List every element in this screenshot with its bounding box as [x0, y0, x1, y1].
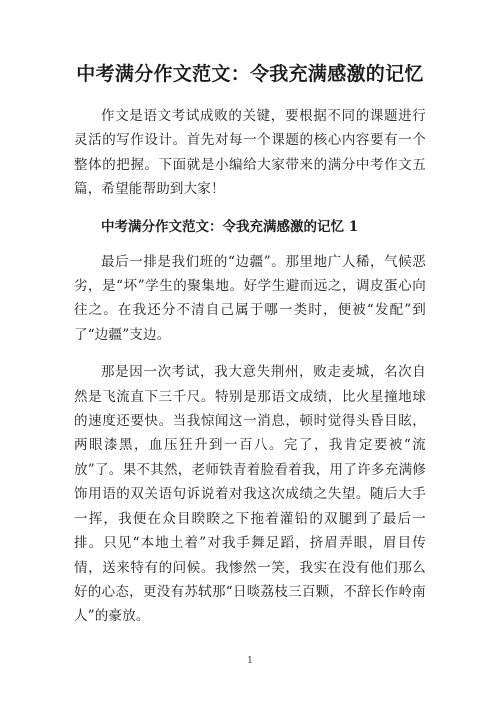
document-body — [74, 104, 426, 629]
document-title: 中考满分作文范文：令我充满感激的记忆 — [76, 63, 424, 85]
section-heading: 中考满分作文范文：令我充满感激的记忆 1 — [101, 218, 359, 235]
page-number: 1 — [247, 656, 253, 666]
intro-paragraph: 作文是语文考试成败的关键，要根据不同的课题进行灵活的写作设计。首先对每一个课题的核心内容要有一个整体的把握。下面就是小编给大家带来的满分中考作文五篇，希望能帮助到大家！ — [74, 108, 426, 198]
body-paragraph-2: 那是因一次考试，我大意失荆州，败走麦城，名次自然是飞流直下三千尺。特别是那语文成绩，比火星撞地球的速度还要快。当我惊闻这一消息，顿时觉得头昏目眩，两眼漆黑，血压狂升到一百八。完了，我肯定要被“流放”了。果不其然，老师铁青着脸看着我，用了许多充满修饰用语的双关语句诉说着对我这次成绩之失望。随后大手一挥，我便在众目睽睽之下拖着灌铅的双腿到了最后一排。只见“本地土着”对我手舞足蹈，挤眉弄眼，眉目传情，送来特有的问候。我惨然一笑，我实在没有他们那么好的心态，更没有苏轼那“日啖荔枝三百颗，不辞长作岭南人”的豪放。 — [74, 364, 426, 625]
body-paragraph-1: 最后一排是我们班的“边疆”。那里地广人稀，气候恶劣，是“坏”学生的聚集地。好学生避而远之，调皮蛋心向往之。在我还分不清自己属于哪一类时，便被“发配”到了“边疆”支边。 — [74, 253, 426, 343]
